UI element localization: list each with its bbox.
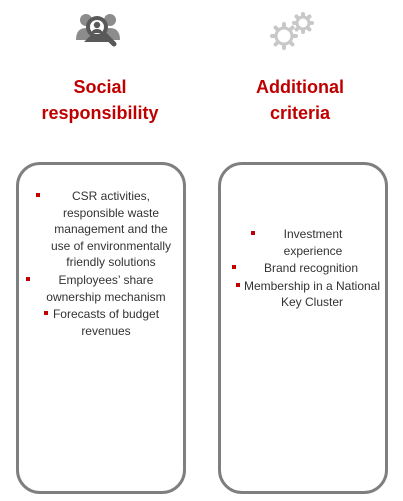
bullet-icon [44, 311, 48, 315]
list-item-text: CSR activities, responsible waste management and the use of environmentally friendly solutions [50, 189, 172, 270]
social-responsibility-list [26, 188, 178, 340]
list-item-text: Investment experience [283, 227, 343, 258]
list-item [226, 226, 382, 259]
social-responsibility-title [20, 74, 180, 126]
list-item [26, 188, 178, 271]
social-responsibility-icon [74, 8, 122, 52]
bullet-icon [236, 283, 240, 287]
list-item-text: Forecasts of budget revenues [52, 307, 160, 338]
gears-icon [268, 10, 318, 54]
list-item [26, 306, 178, 339]
bullet-icon [232, 265, 236, 269]
list-item [226, 260, 382, 277]
list-item-text: Employees’ share ownership mechanism [46, 272, 166, 304]
bullet-icon [251, 231, 255, 235]
list-item [26, 272, 178, 305]
bullet-icon [26, 277, 30, 281]
bullet-icon [36, 193, 40, 197]
title-line: responsibility [41, 103, 159, 123]
additional-criteria-list [226, 226, 382, 312]
additional-criteria-icon [268, 10, 318, 54]
additional-criteria-card [218, 162, 388, 494]
title-line: Additional [256, 77, 344, 97]
list-item-text: Membership in a National Key Cluster [243, 278, 381, 310]
additional-criteria-title [220, 74, 380, 126]
people-search-icon [74, 8, 122, 52]
title-line: Social [73, 77, 127, 97]
list-item-text: Brand recognition [263, 261, 359, 276]
title-line: criteria [269, 103, 331, 123]
list-item [226, 278, 382, 311]
